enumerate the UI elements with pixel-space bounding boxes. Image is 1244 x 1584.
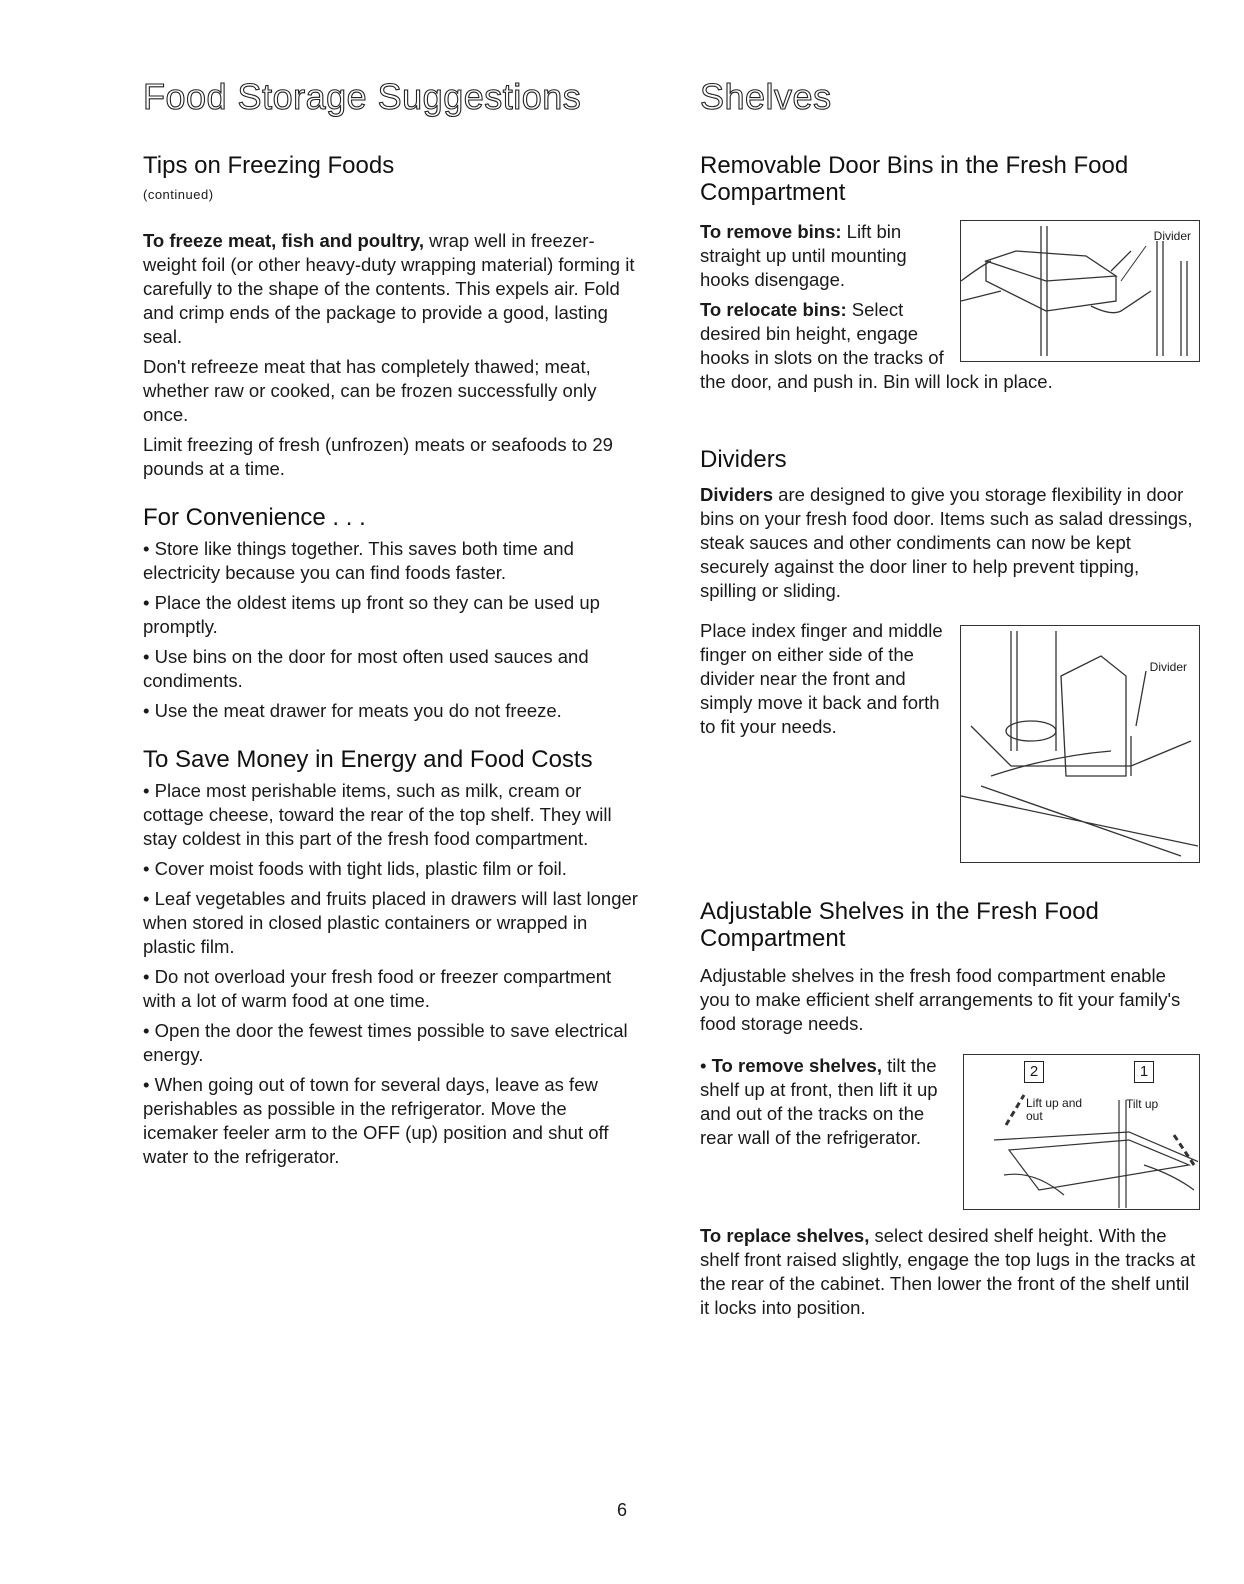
step-2-number: 2 [1024,1061,1044,1083]
text: Place the oldest items up front so they can be used up promptly. [143,592,600,637]
divider-label: Divider [1149,660,1187,674]
list-item: • Leaf vegetables and fruits placed in drawers will last longer when stored in closed plastic containers or wrapped in plastic film. [143,888,638,957]
page-number: 6 [616,1500,627,1520]
door-bin-figure [960,220,1200,362]
list-item: • When going out of town for several days, leave as few perishables as possible in the refrigerator. Move the icemaker feeler arm to the OFF (up) position and shut off water to the refrigerator. [143,1074,609,1167]
text: When going out of town for several days, leave as few perishables as possible in the refrigerator. Move the icemaker feeler arm to the OFF (up) position and shut off water to the refrigerator. [143,1074,609,1167]
text: Open the door the fewest times possible to save electrical energy. [143,1020,628,1065]
text: Place most perishable items, such as milk, cream or cottage cheese, toward the rear of the top shelf. They will stay coldest in this part of the fresh food compartment. [143,780,612,849]
divider-label: Divider [1153,229,1191,243]
save-money-section [143,746,643,1175]
list-item: • Cover moist foods with tight lids, plastic film or foil. [143,858,567,879]
freezing-p3: Limit freezing of fresh (unfrozen) meats or seafoods to 29 pounds at a time. [143,434,613,479]
bins-heading: Removable Door Bins in the Fresh Food Compartment [700,152,1129,206]
list-item: • Store like things together. This saves both time and electricity because you can find foods faster. [143,538,574,583]
list-item: • Place the oldest items up front so they can be used up promptly. [143,592,600,637]
bins-section [700,152,1200,400]
text: Use the meat drawer for meats you do not freeze. [154,700,562,721]
list-item: • Use bins on the door for most often used sauces and condiments. [143,646,589,691]
text: Do not overload your fresh food or freezer compartment with a lot of warm food at one time. [143,966,612,1011]
step-1-label: Tilt up [1126,1097,1159,1111]
list-item: • Do not overload your fresh food or freezer compartment with a lot of warm food at one time. [143,966,612,1011]
shelves-title: Shelves [700,76,832,117]
text: tilt the shelf up at front, then lift it up and out of the tracks on the rear wall of the refrigerator. [700,1055,938,1148]
bold-lead: To remove shelves, [711,1055,882,1076]
bold-lead: To freeze meat, fish and poultry, [143,230,424,251]
text: Use bins on the door for most often used sauces and condiments. [143,646,589,691]
shelves-heading: Adjustable Shelves in the Fresh Food Compartment [700,898,1099,952]
bold-lead: Dividers [700,484,774,505]
adjustable-shelves-section [700,898,1200,1326]
text: are designed to give you storage flexibility in door bins on your fresh food door. Items such as salad dressings, steak sauces and other condiments can now be kept securely against the door liner to help prevent tipping, spilling or sliding. [700,484,1193,601]
text: wrap well in freezer-weight foil (or other heavy-duty wrapping material) forming it carefully to the shape of the contents. This expels air. Fold and crimp ends of the package to provide a good, lasting seal. [143,230,635,347]
freezing-section [143,152,643,487]
dividers-p1 [700,483,1200,603]
convenience-section [143,504,643,729]
bold-lead: To relocate bins: [700,299,847,320]
text: Cover moist foods with tight lids, plastic film or foil. [154,858,567,879]
divider-figure [960,625,1200,863]
list-item: • Open the door the fewest times possible to save electrical energy. [143,1020,628,1065]
step-1-number: 1 [1134,1061,1154,1083]
shelf-figure [963,1054,1200,1210]
shelves-p1: Adjustable shelves in the fresh food compartment enable you to make efficient shelf arrangements to fit your family's food storage needs. [700,965,1181,1034]
text: Store like things together. This saves both time and electricity because you can find foods faster. [143,538,574,583]
freezing-p1 [143,229,643,349]
save-heading: To Save Money in Energy and Food Costs [143,746,593,773]
text: Select desired bin height, engage hooks in slots on the tracks of the door, and push in. Bin will lock in place. [700,299,1053,392]
convenience-heading: For Convenience . . . [143,504,366,531]
shelf-illustration [964,1055,1198,1208]
text: select desired shelf height. With the shelf front raised slightly, engage the top lugs in the tracks at the rear of the cabinet. Then lower the front of the shelf until it locks into position. [700,1225,1196,1318]
page-title: Food Storage Suggestions [143,76,582,117]
text: Leaf vegetables and fruits placed in drawers will last longer when stored in closed plastic containers or wrapped in plastic film. [143,888,638,957]
bold-lead: To remove bins: [700,221,842,242]
dividers-section [700,446,1200,863]
dividers-p2: Place index finger and middle finger on either side of the divider near the front and simply move it back and forth to fit your needs. [700,620,943,737]
list-item: • Place most perishable items, such as milk, cream or cottage cheese, toward the rear of the top shelf. They will stay coldest in this part of the fresh food compartment. [143,780,612,849]
text: Lift bin straight up until mounting hooks disengage. [700,221,907,290]
dividers-heading: Dividers [700,446,787,473]
freezing-p2: Don't refreeze meat that has completely thawed; meat, whether raw or cooked, can be frozen successfully only once. [143,356,597,425]
bold-lead: To replace shelves, [700,1225,870,1246]
step-2-label: Lift up and out [1026,1096,1083,1123]
list-item: • Use the meat drawer for meats you do not freeze. [143,700,562,721]
continued-note: (continued) [143,187,214,202]
remove-shelves-text: • To remove shelves, tilt the shelf up at front, then lift it up and out of the tracks on the rear wall of the refrigerator. [700,1055,938,1148]
freezing-heading: Tips on Freezing Foods [143,152,395,179]
replace-shelves-text [700,1210,1200,1320]
